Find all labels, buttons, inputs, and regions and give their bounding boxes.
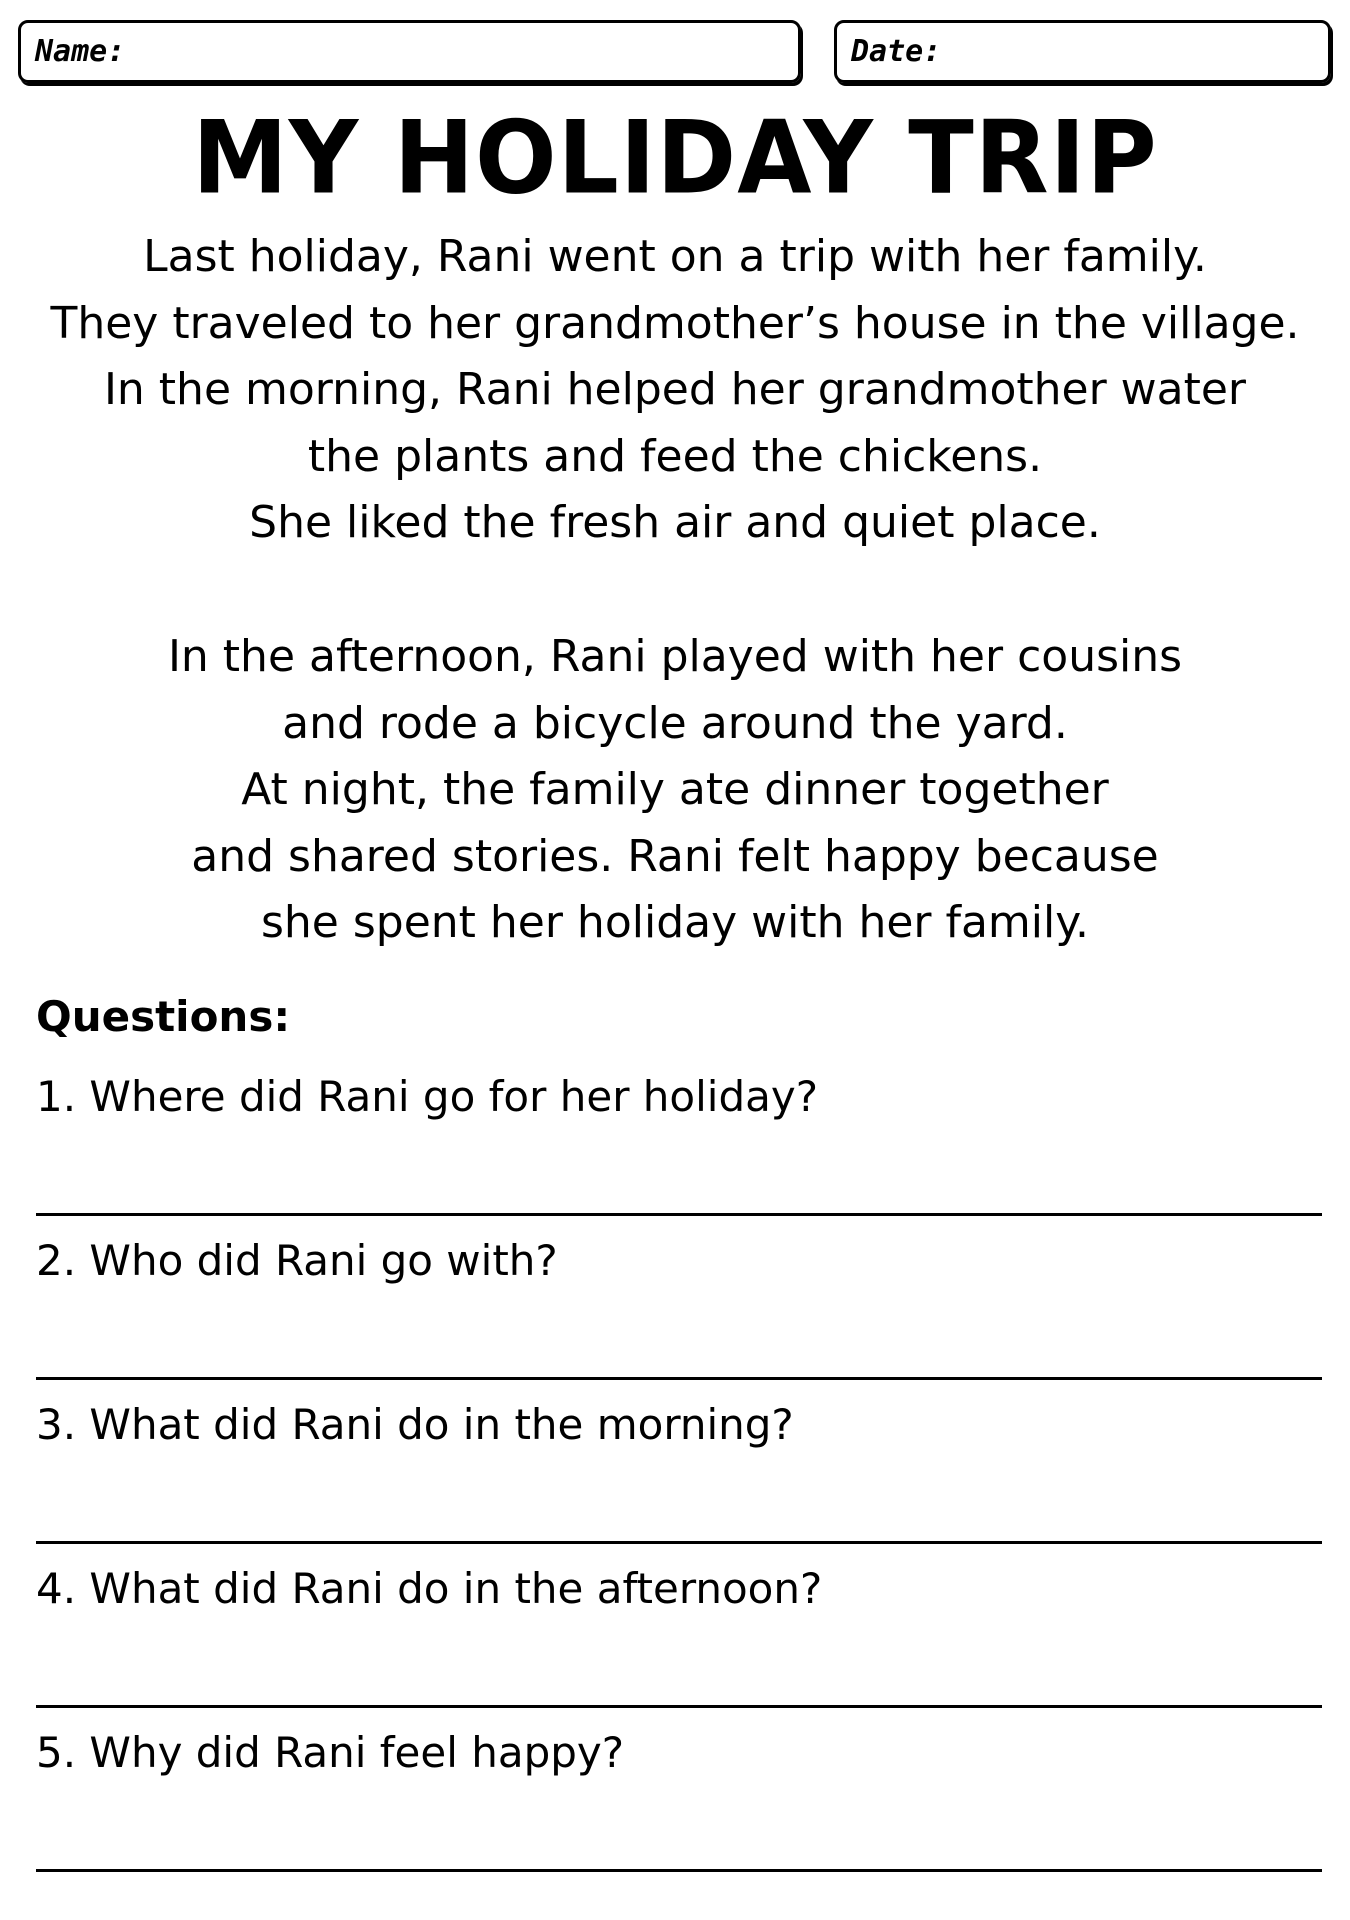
story-line: and shared stories. Rani felt happy because	[191, 830, 1159, 882]
question-2: 2. Who did Rani go with?	[36, 1236, 558, 1285]
story-line: she spent her holiday with her family.	[260, 897, 1089, 948]
answer-line-4[interactable]	[36, 1705, 1322, 1708]
question-5: 5. Why did Rani feel happy?	[36, 1728, 625, 1777]
answer-line-3[interactable]	[36, 1541, 1322, 1544]
story-line: the plants and feed the chickens.	[307, 430, 1043, 482]
date-label: Date:	[851, 34, 942, 69]
answer-line-5[interactable]	[36, 1869, 1322, 1872]
story-line: In the afternoon, Rani played with her cousins	[167, 631, 1183, 682]
answer-line-2[interactable]	[36, 1377, 1322, 1380]
story-line: In the morning, Rani helped her grandmother water	[103, 364, 1247, 415]
answer-line-1[interactable]	[36, 1213, 1322, 1216]
questions-heading: Questions:	[36, 992, 291, 1041]
question-3: 3. What did Rani do in the morning?	[36, 1400, 794, 1449]
story-line: At night, the family ate dinner together	[241, 764, 1109, 815]
story-paragraph-1	[0, 224, 1350, 557]
story-line: and rode a bicycle around the yard.	[282, 697, 1068, 749]
question-4: 4. What did Rani do in the afternoon?	[36, 1564, 823, 1613]
name-label: Name:	[35, 34, 126, 69]
story-paragraph-2	[0, 624, 1350, 957]
name-field[interactable]	[18, 20, 801, 83]
question-1: 1. Where did Rani go for her holiday?	[36, 1072, 819, 1121]
story-line: Last holiday, Rani went on a trip with her family.	[143, 231, 1207, 282]
date-field[interactable]	[834, 20, 1331, 83]
page-title: MY HOLIDAY TRIP	[192, 99, 1158, 217]
story-line: They traveled to her grandmother’s house in the village.	[50, 297, 1300, 349]
story-line: She liked the fresh air and quiet place.	[249, 497, 1101, 548]
